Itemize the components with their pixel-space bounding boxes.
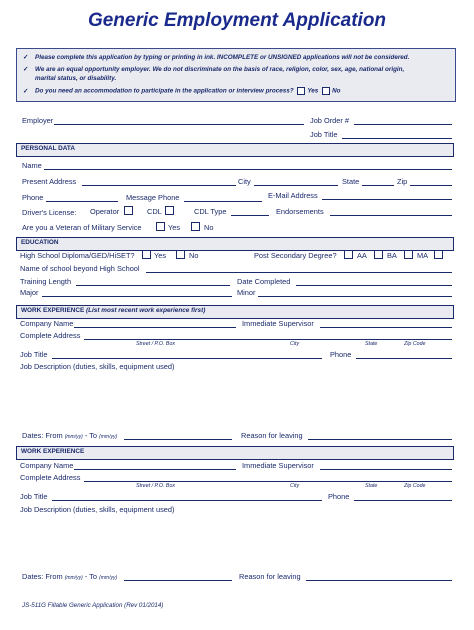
work1-dates-field[interactable] — [124, 439, 232, 440]
work2-phone-label: Phone — [328, 492, 350, 501]
state-label: State — [342, 177, 360, 186]
address-field[interactable] — [82, 185, 236, 186]
high-school-label: High School Diploma/GED/HiSET? — [20, 251, 135, 260]
high-school-no-checkbox[interactable] — [176, 250, 185, 259]
city-label: City — [238, 177, 251, 186]
date-completed-field[interactable] — [296, 285, 452, 286]
work2-job-title-label: Job Title — [20, 492, 48, 501]
drivers-license-label: Driver's License: — [22, 208, 77, 217]
training-length-field[interactable] — [76, 285, 230, 286]
degree-aa-checkbox[interactable] — [344, 250, 353, 259]
notice-line-accommodation: ✓ Do you need an accommodation to participate in the application or interview process? Yes No — [23, 87, 341, 95]
operator-checkbox[interactable] — [124, 206, 133, 215]
job-order-field[interactable] — [354, 124, 452, 125]
work-experience-2-header: WORK EXPERIENCE — [16, 446, 454, 460]
work2-city-caption: City — [290, 483, 300, 489]
work2-dates-label: Dates: From (mm/yy) - To (mm/yy) — [22, 572, 118, 581]
school-name-label: Name of school beyond High School — [20, 264, 140, 273]
checkmark-icon: ✓ — [23, 87, 29, 95]
work1-company-label: Company Name — [20, 319, 74, 328]
veteran-label: Are you a Veteran of Military Service — [22, 223, 142, 232]
name-field[interactable] — [44, 169, 452, 170]
notice-line-eeo-cont: marital status, or disability. — [35, 75, 117, 82]
work1-job-title-field[interactable] — [52, 358, 322, 359]
work1-address-label: Complete Address — [20, 331, 81, 340]
notice-box — [16, 48, 456, 102]
work2-address-field[interactable] — [84, 481, 452, 482]
degree-aa-label: AA — [357, 251, 367, 260]
name-label: Name — [22, 161, 42, 170]
work1-phone-label: Phone — [330, 350, 352, 359]
school-name-field[interactable] — [146, 272, 452, 273]
work1-address-field[interactable] — [84, 339, 452, 340]
veteran-no-label: No — [204, 223, 214, 232]
message-phone-field[interactable] — [184, 201, 262, 202]
degree-ba-label: BA — [387, 251, 397, 260]
post-secondary-label: Post Secondary Degree? — [254, 251, 337, 260]
work1-street-caption: Street / P.O. Box — [136, 341, 176, 347]
form-footer: JS-511G Fillable Generic Application (Rev 01/2014) — [22, 602, 164, 609]
work1-supervisor-label: Immediate Supervisor — [242, 319, 314, 328]
degree-ma-checkbox[interactable] — [404, 250, 413, 259]
work2-description-label: Job Description (duties, skills, equipment used) — [20, 505, 175, 514]
job-title-field[interactable] — [342, 138, 452, 139]
job-order-label: Job Order # — [310, 116, 350, 125]
training-length-label: Training Length — [20, 277, 72, 286]
work1-state-caption: State — [365, 341, 378, 347]
work2-reason-field[interactable] — [306, 580, 452, 581]
checkmark-icon: ✓ — [23, 54, 29, 61]
work1-phone-field[interactable] — [356, 358, 452, 359]
veteran-yes-checkbox[interactable] — [156, 222, 165, 231]
work2-state-caption: State — [365, 483, 378, 489]
work1-supervisor-field[interactable] — [320, 327, 452, 328]
major-label: Major — [20, 288, 39, 297]
phone-label: Phone — [22, 193, 44, 202]
work1-reason-label: Reason for leaving — [241, 431, 303, 440]
zip-label: Zip — [397, 177, 408, 186]
high-school-yes-checkbox[interactable] — [142, 250, 151, 259]
operator-label: Operator — [90, 207, 120, 216]
checkmark-icon: ✓ — [23, 66, 29, 73]
work2-phone-field[interactable] — [354, 500, 452, 501]
work2-description-area[interactable] — [20, 515, 452, 567]
work2-address-label: Complete Address — [20, 473, 81, 482]
job-title-label: Job Title — [310, 130, 338, 139]
accommodation-no-checkbox[interactable] — [322, 87, 330, 95]
notice-line-eeo: ✓ We are an equal opportunity employer. We do not discriminate on the basis of race, religion, color, sex, age, national origin, — [23, 66, 405, 73]
phone-field[interactable] — [46, 201, 118, 202]
work2-job-title-field[interactable] — [52, 500, 322, 501]
work1-company-field[interactable] — [74, 327, 236, 328]
email-field[interactable] — [322, 199, 452, 200]
high-school-no-label: No — [189, 251, 199, 260]
work1-city-caption: City — [290, 341, 300, 347]
minor-label: Minor — [237, 288, 256, 297]
work2-reason-label: Reason for leaving — [239, 572, 301, 581]
work2-zip-caption: Zip Code — [404, 483, 426, 489]
work1-description-label: Job Description (duties, skills, equipment used) — [20, 362, 175, 371]
notice-line-instructions: ✓ Please complete this application by typing or printing in ink. INCOMPLETE or UNSIGNED applications will not be considered. — [23, 54, 410, 61]
cdl-type-field[interactable] — [231, 215, 269, 216]
cdl-checkbox[interactable] — [165, 206, 174, 215]
veteran-no-checkbox[interactable] — [191, 222, 200, 231]
veteran-yes-label: Yes — [168, 223, 181, 232]
endorsements-label: Endorsements — [276, 207, 324, 216]
work1-zip-caption: Zip Code — [404, 341, 426, 347]
city-field[interactable] — [254, 185, 338, 186]
state-field[interactable] — [362, 185, 394, 186]
work1-reason-field[interactable] — [308, 439, 452, 440]
education-header: EDUCATION — [16, 237, 454, 251]
endorsements-field[interactable] — [330, 215, 452, 216]
work1-dates-label: Dates: From (mm/yy) - To (mm/yy) — [22, 431, 118, 440]
zip-field[interactable] — [410, 185, 452, 186]
message-phone-label: Message Phone — [126, 193, 180, 202]
employer-label: Employer — [22, 116, 54, 125]
cdl-type-label: CDL Type — [194, 207, 227, 216]
employer-field[interactable] — [54, 124, 304, 125]
work2-supervisor-label: Immediate Supervisor — [242, 461, 314, 470]
work1-job-title-label: Job Title — [20, 350, 48, 359]
accommodation-yes-checkbox[interactable] — [297, 87, 305, 95]
present-address-label: Present Address — [22, 177, 77, 186]
email-label: E-Mail Address — [268, 191, 318, 200]
work2-dates-field[interactable] — [124, 580, 232, 581]
work2-street-caption: Street / P.O. Box — [136, 483, 176, 489]
work1-description-area[interactable] — [20, 372, 452, 424]
work2-supervisor-field[interactable] — [320, 469, 452, 470]
work2-company-field[interactable] — [74, 469, 236, 470]
minor-field[interactable] — [258, 296, 452, 297]
degree-ba-checkbox[interactable] — [374, 250, 383, 259]
major-field[interactable] — [42, 296, 232, 297]
degree-other-checkbox[interactable] — [434, 250, 443, 259]
personal-data-header: PERSONAL DATA — [16, 143, 454, 157]
form-title: Generic Employment Application — [87, 10, 387, 31]
date-completed-label: Date Completed — [237, 277, 291, 286]
high-school-yes-label: Yes — [154, 251, 167, 260]
work-experience-1-header: WORK EXPERIENCE (List most recent work experience first) — [16, 305, 454, 319]
cdl-label: CDL — [147, 207, 162, 216]
degree-ma-label: MA — [417, 251, 429, 260]
work2-company-label: Company Name — [20, 461, 74, 470]
